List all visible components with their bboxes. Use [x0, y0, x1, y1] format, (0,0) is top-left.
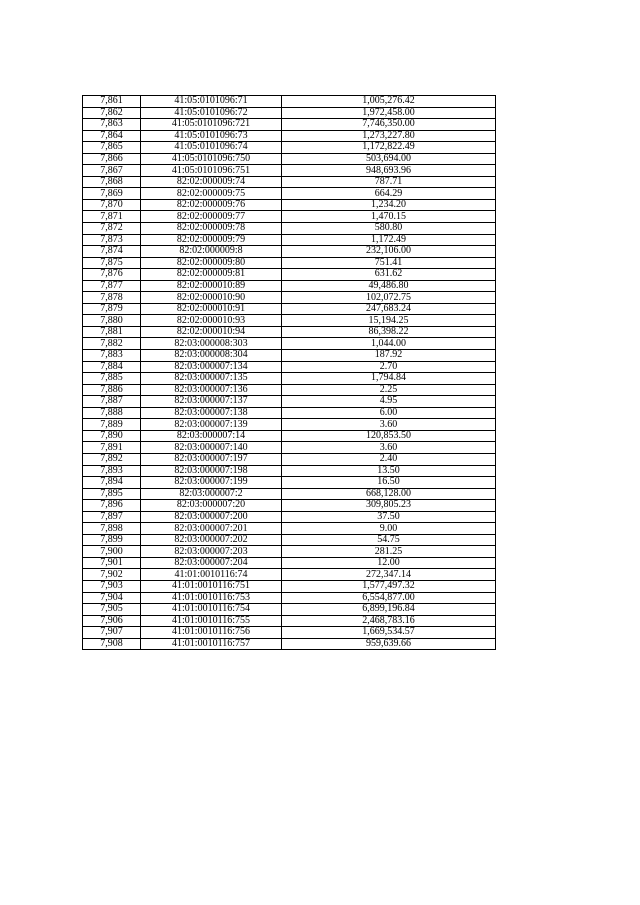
- table-row: [83, 419, 496, 431]
- row-number-cell: 7,894: [83, 477, 141, 489]
- cadastral-number-cell: 82:02:000009:76: [141, 199, 282, 211]
- table-row: [83, 465, 496, 477]
- cadastral-number-cell: 41:05:0101096:72: [141, 107, 282, 119]
- cadastral-value-cell: 503,694.00: [282, 153, 496, 165]
- cadastral-number-cell: 41:05:0101096:721: [141, 119, 282, 131]
- row-number-cell: 7,892: [83, 453, 141, 465]
- cadastral-number-cell: 82:03:000007:204: [141, 557, 282, 569]
- cadastral-number-cell: 82:03:000007:2: [141, 488, 282, 500]
- row-number-cell: 7,883: [83, 350, 141, 362]
- row-number-cell: 7,878: [83, 292, 141, 304]
- row-number-cell: 7,886: [83, 384, 141, 396]
- cadastral-number-cell: 82:02:000010:91: [141, 303, 282, 315]
- row-number-cell: 7,867: [83, 165, 141, 177]
- row-number-cell: 7,869: [83, 188, 141, 200]
- cadastral-value-cell: 2.25: [282, 384, 496, 396]
- cadastral-value-cell: 6,554,877.00: [282, 592, 496, 604]
- cadastral-number-cell: 41:01:0010116:755: [141, 615, 282, 627]
- table-row: [83, 604, 496, 616]
- cadastral-number-cell: 82:03:000007:139: [141, 419, 282, 431]
- table-row: [83, 477, 496, 489]
- table-row: [83, 430, 496, 442]
- row-number-cell: 7,882: [83, 338, 141, 350]
- table-row: [83, 396, 496, 408]
- row-number-cell: 7,898: [83, 523, 141, 535]
- cadastral-number-cell: 82:02:000009:8: [141, 246, 282, 258]
- cadastral-number-cell: 82:03:000007:202: [141, 534, 282, 546]
- row-number-cell: 7,884: [83, 361, 141, 373]
- cadastral-value-cell: 49,486.80: [282, 280, 496, 292]
- cadastral-value-cell: 3.60: [282, 442, 496, 454]
- cadastral-number-cell: 82:02:000009:81: [141, 269, 282, 281]
- cadastral-number-cell: 82:02:000009:77: [141, 211, 282, 223]
- row-number-cell: 7,863: [83, 119, 141, 131]
- cadastral-number-cell: 41:01:0010116:757: [141, 638, 282, 650]
- cadastral-value-cell: 2,468,783.16: [282, 615, 496, 627]
- cadastral-value-cell: 1,669,534.57: [282, 627, 496, 639]
- table-row: [83, 384, 496, 396]
- row-number-cell: 7,901: [83, 557, 141, 569]
- table-row: [83, 580, 496, 592]
- table-row: [83, 511, 496, 523]
- row-number-cell: 7,890: [83, 430, 141, 442]
- table-row: [83, 453, 496, 465]
- row-number-cell: 7,872: [83, 223, 141, 235]
- table-row: [83, 211, 496, 223]
- row-number-cell: 7,891: [83, 442, 141, 454]
- cadastral-value-cell: 1,470.15: [282, 211, 496, 223]
- cadastral-number-cell: 41:01:0010116:74: [141, 569, 282, 581]
- cadastral-number-cell: 82:03:000007:201: [141, 523, 282, 535]
- cadastral-value-cell: 580.80: [282, 223, 496, 235]
- cadastral-value-cell: 281.25: [282, 546, 496, 558]
- cadastral-value-cell: 631.62: [282, 269, 496, 281]
- row-number-cell: 7,897: [83, 511, 141, 523]
- cadastral-value-cell: 102,072.75: [282, 292, 496, 304]
- cadastral-number-cell: 41:05:0101096:750: [141, 153, 282, 165]
- cadastral-value-cell: 787.71: [282, 176, 496, 188]
- cadastral-value-cell: 1,794.84: [282, 373, 496, 385]
- table-row: [83, 373, 496, 385]
- table-row: [83, 257, 496, 269]
- row-number-cell: 7,865: [83, 142, 141, 154]
- cadastral-value-cell: 7,746,350.00: [282, 119, 496, 131]
- cadastral-value-cell: 1,044.00: [282, 338, 496, 350]
- cadastral-number-cell: 41:05:0101096:73: [141, 130, 282, 142]
- cadastral-number-cell: 41:01:0010116:756: [141, 627, 282, 639]
- cadastral-value-cell: 1,172.49: [282, 234, 496, 246]
- table-row: [83, 199, 496, 211]
- cadastral-number-cell: 82:03:000007:137: [141, 396, 282, 408]
- cadastral-value-cell: 9.00: [282, 523, 496, 535]
- table-row: [83, 523, 496, 535]
- cadastral-number-cell: 82:03:000007:14: [141, 430, 282, 442]
- cadastral-number-cell: 82:03:000007:138: [141, 407, 282, 419]
- cadastral-value-cell: 2.70: [282, 361, 496, 373]
- cadastral-value-cell: 187.92: [282, 350, 496, 362]
- cadastral-value-cell: 1,273,227.80: [282, 130, 496, 142]
- table-row: [83, 592, 496, 604]
- cadastral-value-cell: 37.50: [282, 511, 496, 523]
- cadastral-number-cell: 82:03:000007:134: [141, 361, 282, 373]
- table-row: [83, 638, 496, 650]
- row-number-cell: 7,887: [83, 396, 141, 408]
- cadastral-number-cell: 82:02:000010:90: [141, 292, 282, 304]
- row-number-cell: 7,902: [83, 569, 141, 581]
- row-number-cell: 7,907: [83, 627, 141, 639]
- cadastral-value-cell: 4.95: [282, 396, 496, 408]
- row-number-cell: 7,861: [83, 96, 141, 108]
- cadastral-value-cell: 13.50: [282, 465, 496, 477]
- table-row: [83, 627, 496, 639]
- table-row: [83, 280, 496, 292]
- table-row: [83, 107, 496, 119]
- table-row: [83, 292, 496, 304]
- cadastral-value-cell: 1,972,458.00: [282, 107, 496, 119]
- cadastral-value-cell: 54.75: [282, 534, 496, 546]
- table-row: [83, 165, 496, 177]
- cadastral-value-cell: 6.00: [282, 407, 496, 419]
- row-number-cell: 7,885: [83, 373, 141, 385]
- cadastral-number-cell: 82:02:000010:93: [141, 315, 282, 327]
- cadastral-number-cell: 82:03:000007:20: [141, 500, 282, 512]
- table-row: [83, 546, 496, 558]
- row-number-cell: 7,879: [83, 303, 141, 315]
- row-number-cell: 7,896: [83, 500, 141, 512]
- row-number-cell: 7,888: [83, 407, 141, 419]
- row-number-cell: 7,889: [83, 419, 141, 431]
- table-row: [83, 534, 496, 546]
- row-number-cell: 7,866: [83, 153, 141, 165]
- cadastral-value-cell: 232,106.00: [282, 246, 496, 258]
- cadastral-value-cell: 15,194.25: [282, 315, 496, 327]
- table-row: [83, 176, 496, 188]
- table-row: [83, 557, 496, 569]
- cadastral-number-cell: 82:02:000010:94: [141, 326, 282, 338]
- cadastral-number-cell: 82:02:000009:79: [141, 234, 282, 246]
- cadastral-value-cell: 1,577,497.32: [282, 580, 496, 592]
- table-row: [83, 96, 496, 108]
- cadastral-value-cell: 309,805.23: [282, 500, 496, 512]
- cadastral-value-cell: 1,005,276.42: [282, 96, 496, 108]
- cadastral-value-cell: 664.29: [282, 188, 496, 200]
- table-row: [83, 326, 496, 338]
- cadastral-value-cell: 120,853.50: [282, 430, 496, 442]
- cadastral-number-cell: 82:03:000008:304: [141, 350, 282, 362]
- cadastral-value-cell: 1,172,822.49: [282, 142, 496, 154]
- cadastral-number-cell: 82:02:000009:74: [141, 176, 282, 188]
- cadastral-number-cell: 82:03:000007:200: [141, 511, 282, 523]
- cadastral-value-cell: 16.50: [282, 477, 496, 489]
- row-number-cell: 7,903: [83, 580, 141, 592]
- table-row: [83, 407, 496, 419]
- row-number-cell: 7,895: [83, 488, 141, 500]
- cadastral-number-cell: 41:01:0010116:753: [141, 592, 282, 604]
- row-number-cell: 7,868: [83, 176, 141, 188]
- cadastral-number-cell: 41:01:0010116:754: [141, 604, 282, 616]
- cadastral-value-cell: 6,899,196.84: [282, 604, 496, 616]
- table-row: [83, 142, 496, 154]
- cadastral-number-cell: 41:05:0101096:71: [141, 96, 282, 108]
- cadastral-value-cell: 247,683.24: [282, 303, 496, 315]
- cadastral-value-cell: 2.40: [282, 453, 496, 465]
- row-number-cell: 7,881: [83, 326, 141, 338]
- cadastral-number-cell: 41:05:0101096:74: [141, 142, 282, 154]
- table-row: [83, 338, 496, 350]
- cadastral-value-table: [82, 95, 496, 650]
- cadastral-number-cell: 82:02:000009:75: [141, 188, 282, 200]
- cadastral-value-cell: 751.41: [282, 257, 496, 269]
- cadastral-number-cell: 82:03:000007:140: [141, 442, 282, 454]
- row-number-cell: 7,874: [83, 246, 141, 258]
- row-number-cell: 7,876: [83, 269, 141, 281]
- table-row: [83, 246, 496, 258]
- cadastral-number-cell: 82:03:000007:198: [141, 465, 282, 477]
- row-number-cell: 7,862: [83, 107, 141, 119]
- cadastral-number-cell: 82:03:000007:203: [141, 546, 282, 558]
- cadastral-value-cell: 668,128.00: [282, 488, 496, 500]
- cadastral-number-cell: 82:03:000008:303: [141, 338, 282, 350]
- row-number-cell: 7,906: [83, 615, 141, 627]
- table-row: [83, 569, 496, 581]
- row-number-cell: 7,899: [83, 534, 141, 546]
- row-number-cell: 7,870: [83, 199, 141, 211]
- table-row: [83, 269, 496, 281]
- cadastral-number-cell: 82:02:000010:89: [141, 280, 282, 292]
- cadastral-number-cell: 82:03:000007:197: [141, 453, 282, 465]
- row-number-cell: 7,871: [83, 211, 141, 223]
- cadastral-value-cell: 272,347.14: [282, 569, 496, 581]
- table-row: [83, 153, 496, 165]
- row-number-cell: 7,873: [83, 234, 141, 246]
- table-row: [83, 303, 496, 315]
- cadastral-value-cell: 3.60: [282, 419, 496, 431]
- cadastral-value-cell: 1,234.20: [282, 199, 496, 211]
- table-row: [83, 442, 496, 454]
- table-row: [83, 361, 496, 373]
- cadastral-number-cell: 82:02:000009:78: [141, 223, 282, 235]
- table-row: [83, 315, 496, 327]
- table-row: [83, 188, 496, 200]
- cadastral-number-cell: 82:03:000007:135: [141, 373, 282, 385]
- cadastral-value-cell: 948,693.96: [282, 165, 496, 177]
- cadastral-number-cell: 41:05:0101096:751: [141, 165, 282, 177]
- row-number-cell: 7,900: [83, 546, 141, 558]
- row-number-cell: 7,905: [83, 604, 141, 616]
- cadastral-value-cell: 12.00: [282, 557, 496, 569]
- cadastral-number-cell: 82:03:000007:199: [141, 477, 282, 489]
- table-body: [83, 96, 496, 650]
- table-row: [83, 130, 496, 142]
- table-row: [83, 234, 496, 246]
- row-number-cell: 7,904: [83, 592, 141, 604]
- table-row: [83, 119, 496, 131]
- row-number-cell: 7,908: [83, 638, 141, 650]
- cadastral-number-cell: 82:03:000007:136: [141, 384, 282, 396]
- row-number-cell: 7,875: [83, 257, 141, 269]
- cadastral-number-cell: 82:02:000009:80: [141, 257, 282, 269]
- cadastral-value-cell: 959,639.66: [282, 638, 496, 650]
- row-number-cell: 7,877: [83, 280, 141, 292]
- table-row: [83, 223, 496, 235]
- row-number-cell: 7,880: [83, 315, 141, 327]
- row-number-cell: 7,893: [83, 465, 141, 477]
- table-row: [83, 500, 496, 512]
- table-row: [83, 615, 496, 627]
- cadastral-number-cell: 41:01:0010116:751: [141, 580, 282, 592]
- row-number-cell: 7,864: [83, 130, 141, 142]
- table-row: [83, 350, 496, 362]
- table-row: [83, 488, 496, 500]
- cadastral-value-cell: 86,398.22: [282, 326, 496, 338]
